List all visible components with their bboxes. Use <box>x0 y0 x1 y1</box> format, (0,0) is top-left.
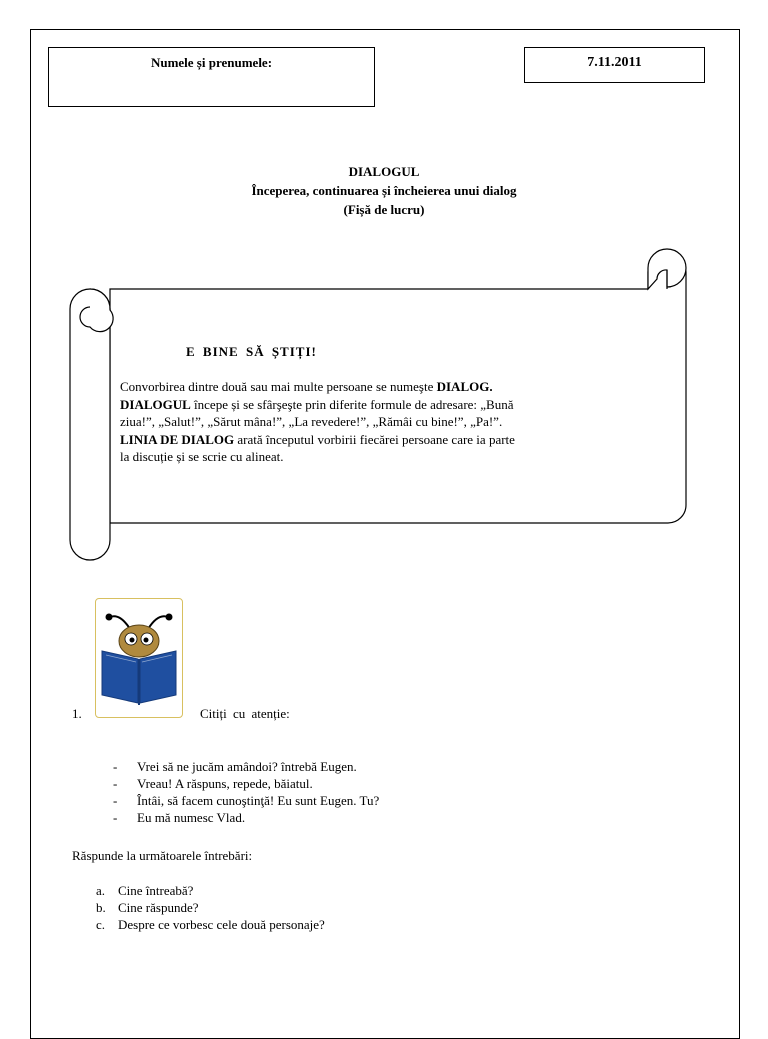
dialog-line: - Întâi, să facem cunoştinţă! Eu sunt Eugen. Tu? <box>113 793 380 808</box>
info-text <box>120 378 630 466</box>
info-line: la discuție și se scrie cu alineat. <box>120 449 284 465</box>
worksheet-label: (Fișă de lucru) <box>343 202 425 217</box>
info-line: ziua!”, „Salut!”, „Sărut mâna!”, „La revedere!”, „Rămâi cu bine!”, „Pa!”. <box>120 414 503 430</box>
question-item: c. Despre ce vorbesc cele două personaje? <box>96 917 325 932</box>
page-subtitle: Începerea, continuarea și încheierea unui dialog <box>251 183 517 198</box>
dialog-line: - Vrei să ne jucăm amândoi? întrebă Eugen. <box>113 759 357 774</box>
bee-reading-book-icon <box>96 599 182 717</box>
dialog-line: - Vreau! A răspuns, repede, băiatul. <box>113 776 313 791</box>
exercise-number: 1. <box>72 706 82 721</box>
question-item: a. Cine întreabă? <box>96 883 194 898</box>
exercise-instruction: Citiți cu atenție: <box>200 706 290 721</box>
bee-reading-book-image <box>95 598 183 718</box>
info-line: Convorbirea dintre două sau mai multe persoane se numeşte DIALOG. <box>120 379 493 394</box>
page-title: DIALOGUL <box>348 164 420 179</box>
info-line: LINIA DE DIALOG arată începutul vorbirii fiecărei persoane care ia parte <box>120 431 515 447</box>
question-list <box>96 882 325 933</box>
questions-intro: Răspunde la următoarele întrebări: <box>72 848 253 863</box>
info-line: DIALOGUL începe și se sfârşeşte prin diferite formule de adresare: „Bună <box>120 396 514 412</box>
name-label: Numele și prenumele: <box>150 55 273 70</box>
dialog-line: - Eu mă numesc Vlad. <box>113 810 246 825</box>
question-item: b. Cine răspunde? <box>96 900 199 915</box>
dialog-list <box>113 758 379 826</box>
info-heading: E BINE SĂ ȘTIȚI! <box>186 344 317 359</box>
date-box: 7.11.2011 <box>524 47 705 83</box>
